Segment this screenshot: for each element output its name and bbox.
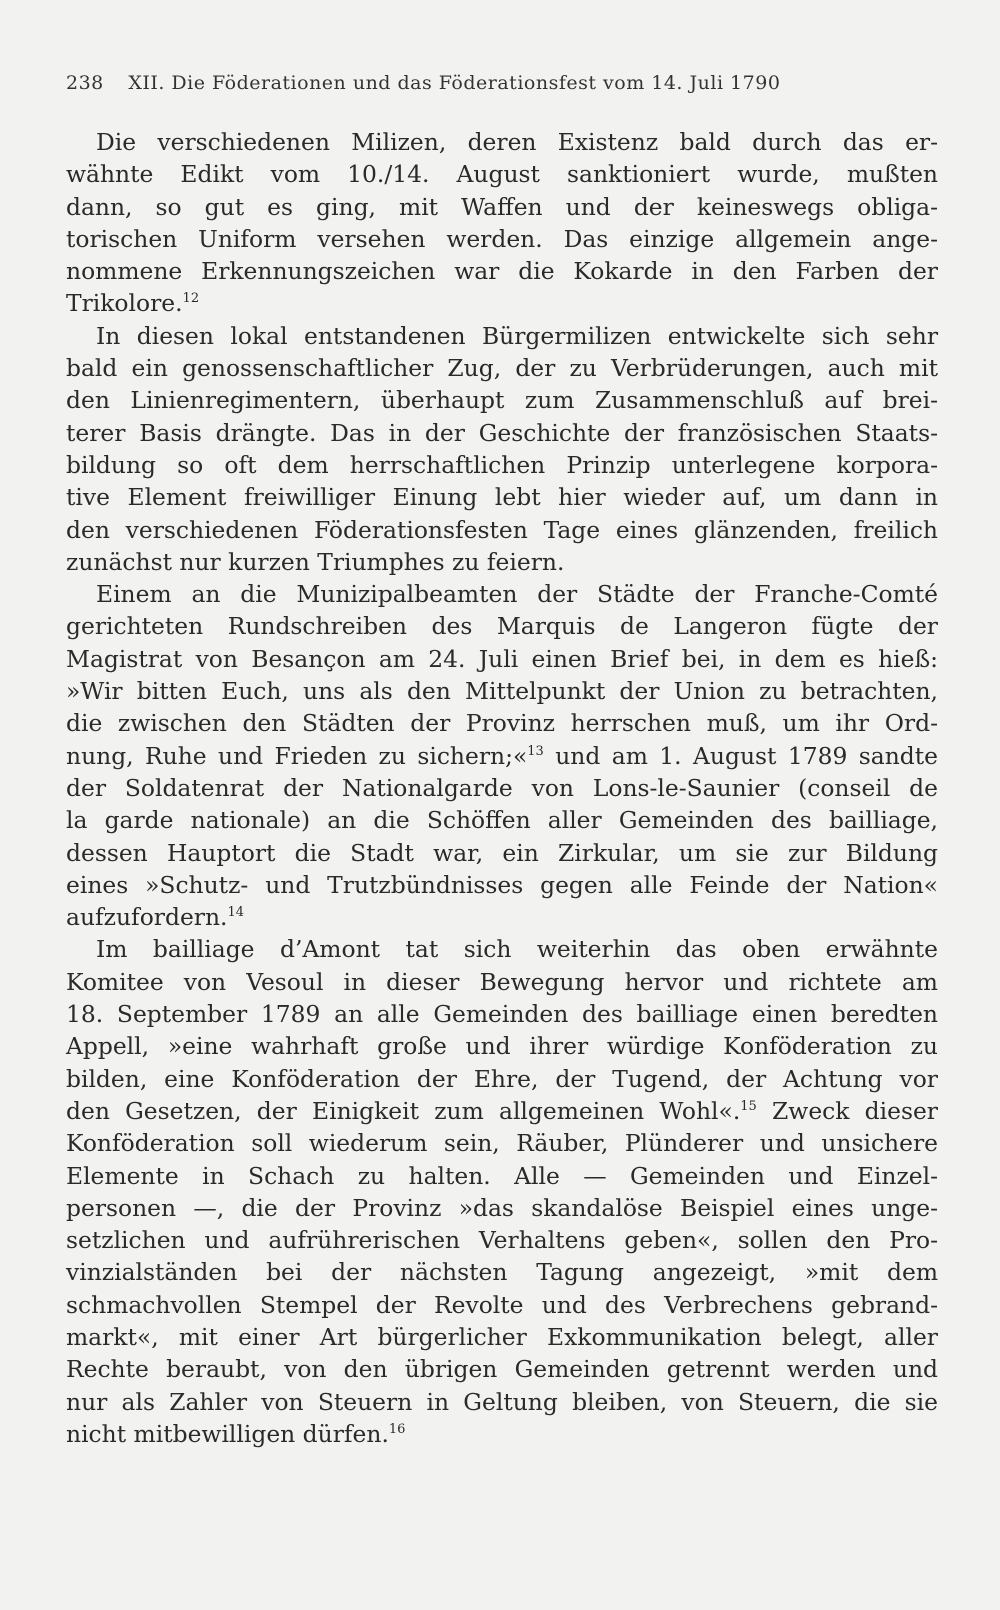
paragraph-1 [66, 126, 938, 320]
text-line: aufzufordern.$^{14}$ [66, 903, 245, 932]
text-line: dann, so gut es ging, mit Waffen und der keineswegs obliga- [66, 192, 938, 221]
footnote-ref: 15 [740, 1098, 757, 1114]
text-line: bald ein genossenschaftlicher Zug, der zu Verbrüderungen, auch mit [66, 354, 938, 383]
text-line: der Soldatenrat der Nationalgarde von Lons-le-Saunier (conseil de [66, 773, 938, 802]
text-line: bilden, eine Konföderation der Ehre, der Tugend, der Achtung vor [66, 1064, 938, 1093]
page-number: 238 [66, 72, 104, 94]
text-line: la garde nationale) an die Schöffen aller Gemeinden des bailliage, [66, 806, 938, 835]
text-line: setzlichen und aufrührerischen Verhaltens geben«, sollen den Pro- [66, 1226, 938, 1255]
text-line: vinzialständen bei der nächsten Tagung angezeigt, »mit dem [66, 1258, 938, 1287]
text-line: schmachvollen Stempel der Revolte und des Verbrechens gebrand- [66, 1290, 938, 1319]
text-line: Im bailliage d’Amont tat sich weiterhin das oben erwähnte [96, 935, 938, 964]
running-head [66, 72, 938, 102]
text-line: Konföderation soll wiederum sein, Räuber, Plünderer und unsichere [66, 1129, 938, 1158]
text-line: wähnte Edikt vom 10./14. August sanktioniert wurde, mußten [66, 160, 938, 189]
text-line: Appell, »eine wahrhaft große und ihrer würdige Konföderation zu [66, 1032, 938, 1061]
text-line: eines »Schutz- und Trutzbündnisses gegen alle Feinde der Nation« [66, 870, 938, 899]
text-line: nur als Zahler von Steuern in Geltung bleiben, von Steuern, die sie [66, 1387, 938, 1416]
text-line: zunächst nur kurzen Triumphes zu feiern. [66, 547, 565, 576]
text-line: dessen Hauptort die Stadt war, ein Zirkular, um sie zur Bildung [66, 838, 938, 867]
text-line: 18. September 1789 an alle Gemeinden des bailliage einen beredten [66, 1000, 938, 1029]
text-line: nung, Ruhe und Frieden zu sichern;«$^{13}$ und am 1. August 1789 sandte [66, 741, 938, 770]
text-line: Magistrat von Besançon am 24. Juli einen Brief bei, in dem es hieß: [66, 644, 938, 673]
text-line: »Wir bitten Euch, uns als den Mittelpunkt der Union zu betrachten, [66, 677, 938, 706]
text-line: Einem an die Munizipalbeamten der Städte der Franche-Comté [96, 580, 938, 609]
paragraph-4 [66, 933, 938, 1450]
text-line: Die verschiedenen Milizen, deren Existenz bald durch das er- [96, 128, 938, 156]
text-line: tive Element freiwilliger Einung lebt hier wieder auf, um dann in [66, 483, 938, 512]
text-line: Komitee von Vesoul in dieser Bewegung hervor und richtete am [66, 967, 938, 996]
text-line: torischen Uniform versehen werden. Das einzige allgemein ange- [66, 224, 938, 253]
footnote-ref: 12 [182, 291, 200, 307]
footnote-ref: 16 [388, 1421, 406, 1437]
text-line: den verschiedenen Föderationsfesten Tage eines glänzenden, freilich [66, 515, 938, 544]
text-line: Elemente in Schach zu halten. Alle — Gemeinden und Einzel- [66, 1161, 938, 1190]
text-line: den Linienregimentern, überhaupt zum Zusammenschluß auf brei- [66, 386, 938, 415]
text-line: personen —, die der Provinz »das skandalöse Beispiel eines unge- [66, 1193, 938, 1222]
paragraph-2 [66, 320, 938, 578]
text-line: Trikolore.$^{12}$ [66, 289, 200, 318]
running-title: XII. Die Föderationen und das Föderationsfest vom 14. Juli 1790 [128, 72, 781, 94]
paragraph-3 [66, 578, 938, 933]
text-line: In diesen lokal entstandenen Bürgermilizen entwickelte sich sehr [96, 321, 938, 350]
body-text [66, 126, 938, 1450]
footnote-ref: 14 [227, 905, 245, 921]
text-line: die zwischen den Städten der Provinz herrschen muß, um ihr Ord- [66, 709, 938, 738]
text-line: bildung so oft dem herrschaftlichen Prinzip unterlegene korpora- [66, 450, 938, 479]
text-line: gerichteten Rundschreiben des Marquis de Langeron fügte der [66, 612, 938, 641]
text-line: terer Basis drängte. Das in der Geschichte der französischen Staats- [66, 418, 938, 447]
text-line: nicht mitbewilligen dürfen.$^{16}$ [66, 1419, 406, 1448]
text-line: den Gesetzen, der Einigkeit zum allgemeinen Wohl«.$^{15}$ Zweck dieser [66, 1096, 938, 1125]
text-line: nommene Erkennungszeichen war die Kokarde in den Farben der [66, 257, 938, 286]
text-line: markt«, mit einer Art bürgerlicher Exkommunikation belegt, aller [66, 1322, 938, 1351]
footnote-ref: 13 [527, 743, 544, 759]
text-line: Rechte beraubt, von den übrigen Gemeinden getrennt werden und [66, 1355, 938, 1384]
